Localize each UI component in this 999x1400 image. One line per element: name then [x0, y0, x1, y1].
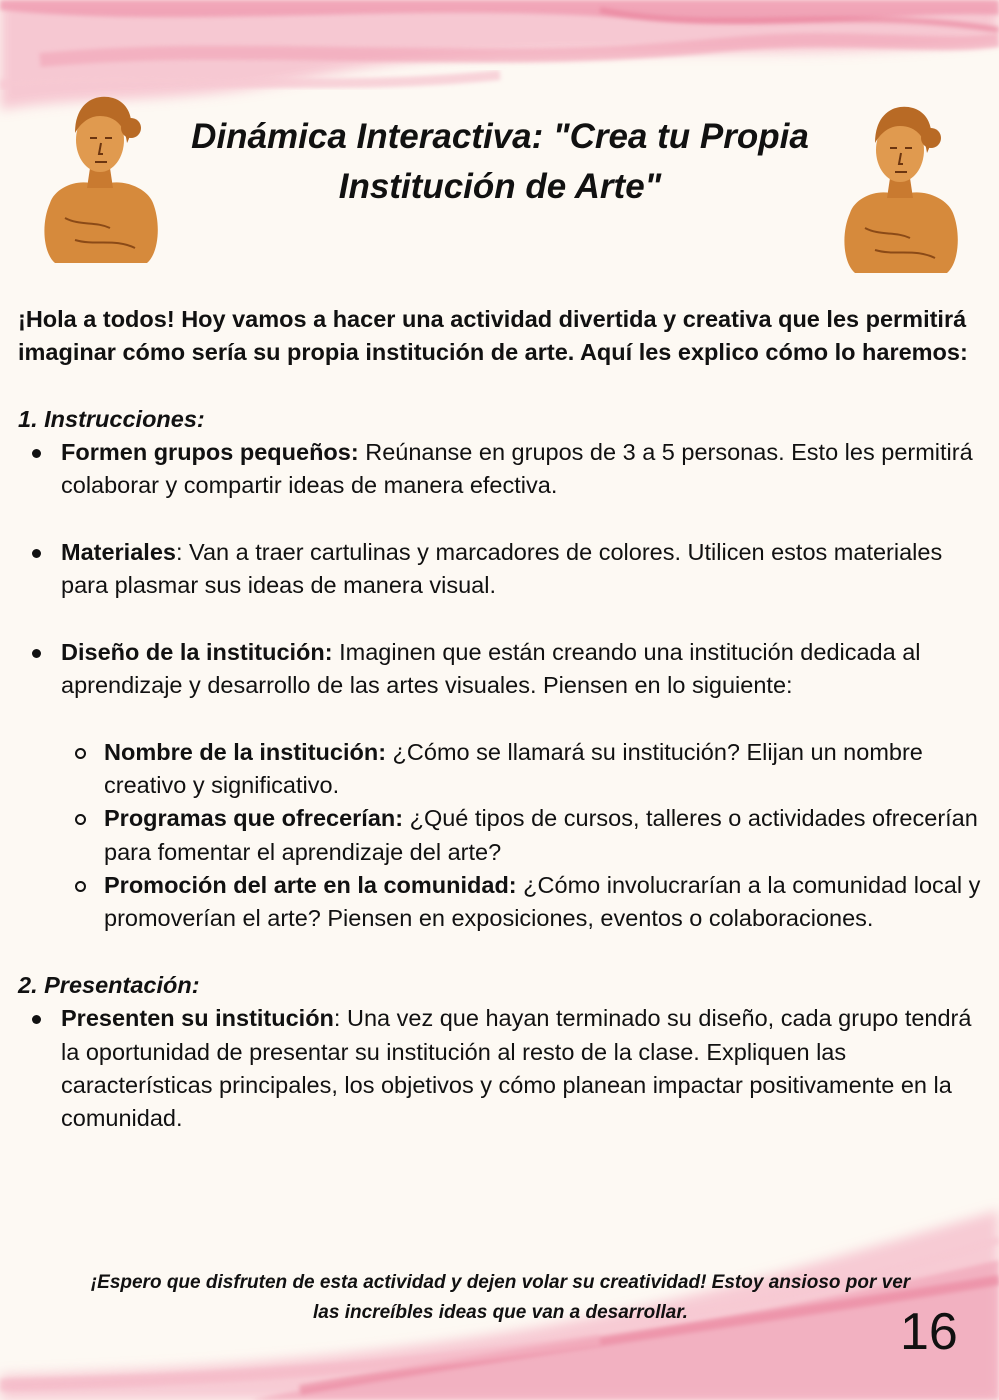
section-heading-instructions: 1. Instrucciones: — [18, 405, 205, 432]
subitem-text: ¿Cómo se llamará su institución? Elijan un nombre creativo y significativo. — [104, 738, 923, 799]
subitem-text: ¿Cómo involucrarían a la comunidad local y promoverían el arte? Piensen en exposiciones, eventos o colaboraciones. — [104, 872, 981, 932]
subitem-label: Nombre de la institución: — [104, 738, 387, 765]
intro-paragraph: ¡Hola a todos! Hoy vamos a hacer una actividad divertida y creativa que les permitirá imaginar cómo sería su propia institución de arte. Aquí les explico cómo lo haremos: — [18, 306, 968, 366]
instructions-list — [18, 436, 988, 935]
subitem-label: Promoción del arte en la comunidad: — [104, 872, 517, 899]
item-label: Materiales — [61, 539, 176, 566]
item-text: Reúnanse en grupos de 3 a 5 personas. Esto les permitirá colaborar y compartir ideas de manera efectiva. — [61, 439, 973, 499]
closing-line-1: ¡Espero que disfruten de esta actividad y dejen volar su creatividad! Estoy ansioso por ver — [90, 1272, 911, 1293]
item-label: Formen grupos pequeños: — [61, 439, 359, 466]
title-line-2: Institución de Arte" — [338, 167, 662, 206]
item-label: Presenten su institución — [61, 1005, 334, 1032]
main-content — [18, 303, 988, 1135]
presentation-list — [18, 1002, 988, 1135]
page-title — [150, 112, 850, 212]
list-spacer — [61, 603, 988, 636]
list-spacer — [61, 503, 988, 536]
female-bust-icon — [835, 98, 965, 278]
subitem-text: ¿Qué tipos de cursos, talleres o actividades ofrecerían para fomentar el aprendizaje del arte? — [104, 805, 978, 865]
item-text: : Van a traer cartulinas y marcadores de colores. Utilicen estos materiales para plasmar sus ideas de manera visual. — [61, 539, 943, 599]
section-heading-presentation: 2. Presentación: — [18, 971, 200, 998]
list-item — [61, 636, 988, 936]
subitem-label: Programas que ofrecerían: — [104, 805, 404, 832]
list-item — [61, 1002, 988, 1135]
page-number: 16 — [900, 1303, 958, 1361]
title-line-1: Dinámica Interactiva: "Crea tu Propia — [191, 117, 809, 156]
list-item — [61, 436, 988, 503]
sublist-item — [104, 736, 988, 803]
sublist-item — [104, 869, 988, 936]
sublist-item — [104, 802, 988, 869]
list-item — [61, 536, 988, 603]
closing-message — [18, 1268, 983, 1328]
item-text: : Una vez que hayan terminado su diseño, cada grupo tendrá la oportunidad de presentar su institución al resto de la clase. Expliquen las características principales, los objetivos y cómo planean impactar positivamente en la comunidad. — [61, 1005, 972, 1132]
design-sublist — [61, 736, 988, 936]
item-text: Imaginen que están creando una institución dedicada al aprendizaje y desarrollo de las artes visuales. Piensen en lo siguiente: — [61, 638, 921, 699]
item-label: Diseño de la institución: — [61, 638, 333, 665]
closing-line-2: las increíbles ideas que van a desarrollar. — [313, 1302, 688, 1323]
female-bust-icon — [35, 88, 165, 268]
